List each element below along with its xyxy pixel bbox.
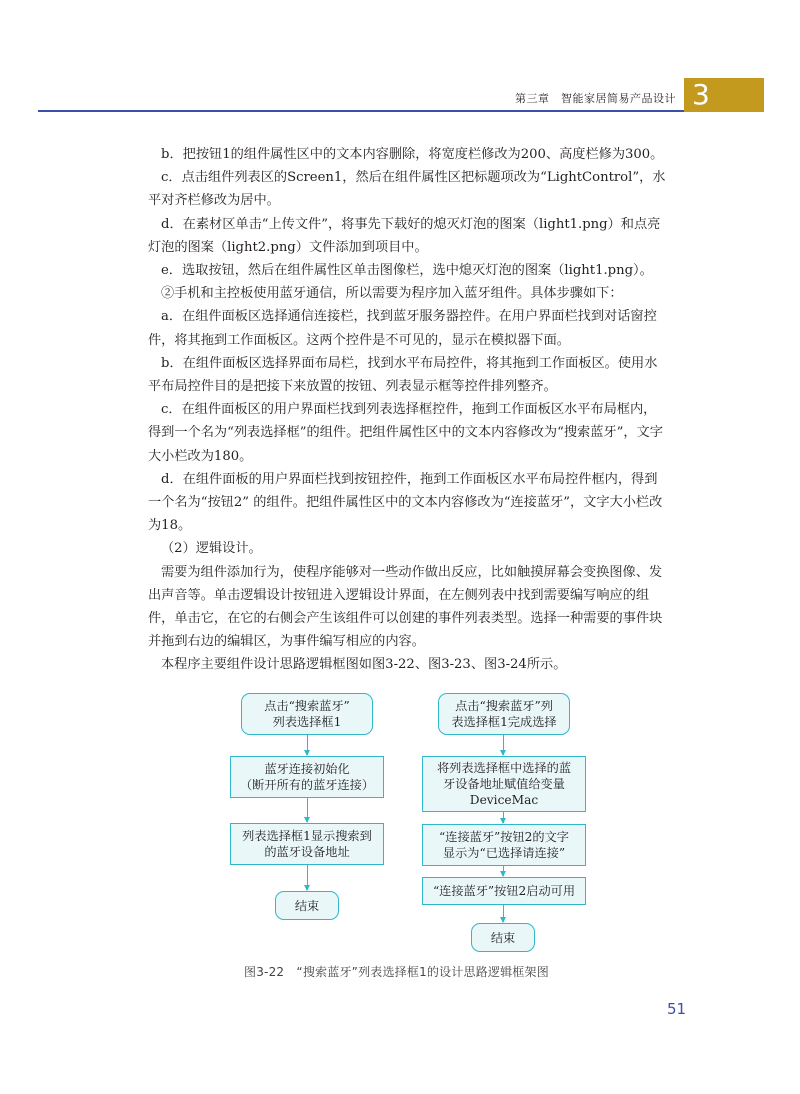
paragraph: b．把按钮1的组件属性区中的文本内容删除，将宽度栏修改为200、高度栏修为300。 bbox=[161, 147, 664, 162]
flow-right-step-text: “连接蓝牙”按钮2的文字 显示为“已选择请连接” bbox=[422, 824, 586, 866]
paragraph: d．在素材区单击“上传文件”，将事先下载好的熄灭灯泡的图案（light1.png）和点亮灯泡的图案（light2.png）文件添加到项目中。 bbox=[148, 216, 661, 255]
paragraph: ②手机和主控板使用蓝牙通信，所以需要为程序加入蓝牙组件。具体步骤如下： bbox=[161, 286, 623, 302]
flow-left-step-display: 列表选择框1显示搜索到 的蓝牙设备地址 bbox=[230, 823, 384, 865]
paragraph: e．选取按钮，然后在组件属性区单击图像栏，选中熄灭灯泡的图案（light1.png）。 bbox=[161, 263, 653, 279]
flow-left-arrow bbox=[307, 798, 308, 822]
flow-right-start: 点击“搜索蓝牙”列 表选择框1完成选择 bbox=[438, 693, 570, 735]
paragraph: 本程序主要组件设计思路逻辑框图如图3-22、图3-23、图3-24所示。 bbox=[161, 657, 567, 673]
flow-right-end: 结束 bbox=[471, 923, 535, 952]
flow-left-start: 点击“搜索蓝牙” 列表选择框1 bbox=[241, 693, 373, 735]
flow-right-arrow bbox=[503, 812, 504, 823]
flow-right-arrow bbox=[503, 905, 504, 922]
flow-right-step-assign: 将列表选择框中选择的蓝 牙设备地址赋值给变量 DeviceMac bbox=[422, 756, 586, 812]
flow-left-arrow bbox=[307, 865, 308, 890]
flow-left-arrow bbox=[307, 735, 308, 755]
paragraph: c．在组件面板区的用户界面栏找到列表选择框控件，拖到工作面板区水平布局框内，得到一个名为“列表选择框”的组件。把组件属性区中的文本内容修改为“搜索蓝牙”，文字大小栏改为180。 bbox=[148, 402, 663, 464]
paragraph: c．点击组件列表区的Screen1，然后在组件属性区把标题项改为“LightControl”，水平对齐栏修改为居中。 bbox=[148, 170, 666, 209]
chapter-number-badge: 3 bbox=[684, 78, 764, 112]
paragraph: d．在组件面板的用户界面栏找到按钮控件，拖到工作面板区水平布局控件框内，得到一个名为“按钮2” 的组件。把组件属性区中的文本内容修改为“连接蓝牙”，文字大小栏改为18。 bbox=[148, 471, 663, 534]
flow-right-step-enable: “连接蓝牙”按钮2启动可用 bbox=[422, 877, 586, 905]
paragraph: b．在组件面板区选择界面布局栏，找到水平布局控件，将其拖到工作面板区。使用水平布局控件目的是把接下来放置的按钮、列表显示框等控件排列整齐。 bbox=[148, 355, 658, 395]
flow-left-end: 结束 bbox=[275, 891, 339, 920]
paragraph: 需要为组件添加行为，使程序能够对一些动作做出反应，比如触摸屏幕会变换图像、发出声音等。单击逻辑设计按钮进入逻辑设计界面，在左侧列表中找到需要编写响应的组件，单击它，在它的右侧会产生该组件可以创建的事件列表类型。选择一种需要的事件块并拖到右边的编辑区，为事件编写相应的内容。 bbox=[148, 564, 663, 650]
chapter-title: 第三章 智能家居简易产品设计 bbox=[515, 92, 676, 105]
section-heading: （2）逻辑设计。 bbox=[161, 541, 262, 557]
page-number: 51 bbox=[667, 1000, 687, 1018]
paragraph: a．在组件面板区选择通信连接栏，找到蓝牙服务器控件。在用户界面栏找到对话窗控件，将其拖到工作面板区。这两个控件是不可见的，显示在模拟器下面。 bbox=[148, 309, 657, 348]
figure-caption: 图3-22 “搜索蓝牙”列表选择框1的设计思路逻辑框架图 bbox=[244, 965, 549, 979]
flow-left-step-init: 蓝牙连接初始化 （断开所有的蓝牙连接） bbox=[230, 756, 384, 798]
flow-right-arrow bbox=[503, 735, 504, 755]
body-text bbox=[148, 143, 668, 677]
flow-right-arrow bbox=[503, 866, 504, 876]
header-rule bbox=[38, 110, 726, 112]
